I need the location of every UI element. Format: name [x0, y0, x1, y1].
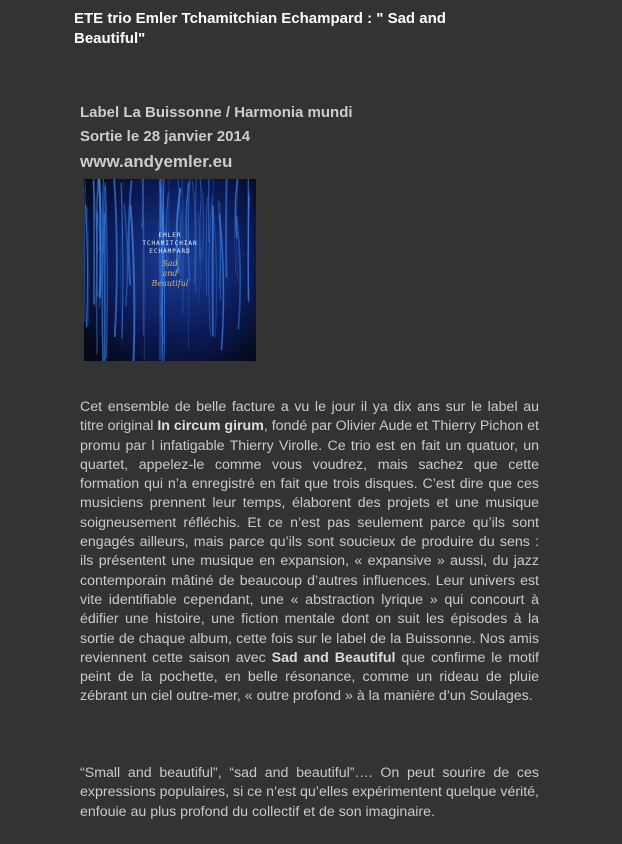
cover-album-line-2: and: [162, 269, 178, 278]
cover-album-title: [84, 259, 256, 289]
cover-name-3: ECHAMPARD: [149, 248, 191, 255]
website-link[interactable]: www.andyemler.eu: [80, 152, 233, 171]
album-name-bold: Sad and Beautiful: [271, 649, 396, 666]
release-info: [80, 102, 540, 173]
album-cover-image: [84, 179, 256, 361]
cover-album-line-1: Sad: [162, 259, 178, 268]
review-text-2: , fondé par Olivier Aude et Thierry Pichon et promu par l infatigable Thierry Virolle. Ce trio est en fait un quatuor, un quartet, appelez-le comme vous voudrez, mais sachez que cette formation qui n’a enregistré en fait que trois disques. C’est dire que ces musiciens prennent leur temps, élaborent des projets et une musique soigneusement réfléchis. Et ce n’est pas seulement parce qu’ils sont engagés ailleurs, mais parce qu’ils sont soucieux de produire du sens : ils présentent une musique en expansion, « expansive » aussi, du jazz contemporain mâtiné de beaucoup d’autres influences. Leur univers est vite identifiable cependant, une « abstraction lyrique » qui concourt à édifier une histoire, une fiction mentale dont on suit les épisodes à la sortie de chaque album, cette fois sur le label de la Buissonne. Nos amis reviennent cette saison avec: [80, 418, 540, 666]
release-date-line: Sortie le 28 janvier 2014: [80, 128, 251, 145]
review-paragraph-1: [80, 398, 539, 707]
article-title: ETE trio Emler Tchamitchian Echampard : " Sad and Beautiful": [74, 10, 446, 47]
cover-text: [84, 232, 256, 289]
label-name-bold: In circum girum: [157, 418, 264, 435]
cover-name-1: EMLER: [158, 232, 182, 239]
review-text-1: Cet ensemble de belle facture a vu le jour il ya dix ans sur le label au titre original: [80, 399, 539, 435]
cover-album-line-3: Beautiful: [151, 279, 189, 288]
review-text-3: que confirme le motif peint de la pochette, en belle résonance, comme un rideau de pluie zébrant un ciel outre-mer, « outre profond » à la manière d’un Soulages.: [80, 649, 539, 705]
review-paragraph-2: “Small and beautiful”, “sad and beautiful”…. On peut sourire de ces expressions populaires, si ce n’est qu’elles expérimentent quelque vérité, enfouie au plus profond du collectif et de son imaginaire.: [80, 765, 539, 820]
label-line: Label La Buissonne / Harmonia mundi: [80, 104, 353, 121]
cover-name-2: TCHAMITCHIAN: [142, 240, 198, 247]
